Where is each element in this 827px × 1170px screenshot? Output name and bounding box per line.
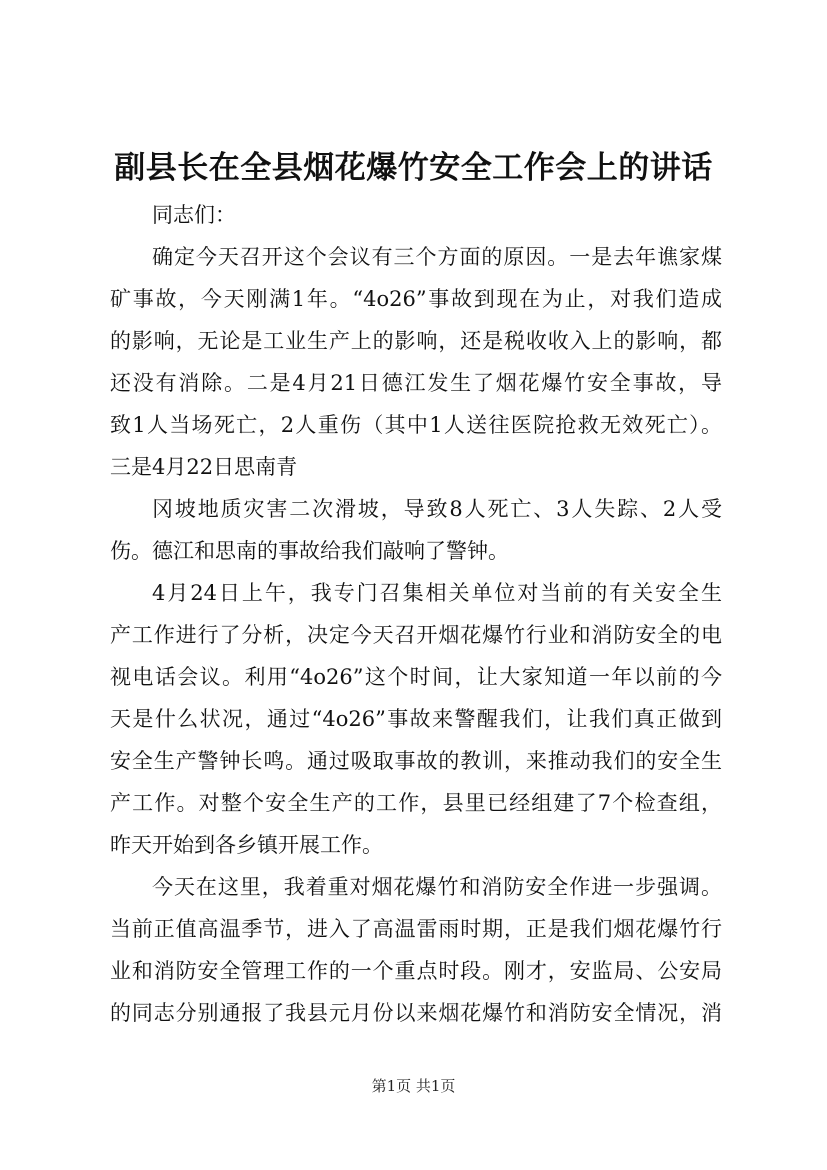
text-line: 的影响，无论是工业生产上的影响，还是税收收入上的影响，都 xyxy=(110,329,722,353)
text-line: 致1人当场死亡，2人重伤（其中1人送往医院抢救无效死亡）。 xyxy=(110,413,722,437)
text-line: 昨天开始到各乡镇开展工作。 xyxy=(110,833,383,857)
text-line: 产工作。对整个安全生产的工作，县里已经组建了7个检查组， xyxy=(110,791,722,815)
document-body xyxy=(110,194,722,1034)
text-line: 伤。德江和思南的事故给我们敲响了警钟。 xyxy=(110,539,509,563)
text-line: 今天在这里，我着重对烟花爆竹和消防安全作进一步强调。 xyxy=(152,875,722,899)
text-line: 业和消防安全管理工作的一个重点时段。刚才，安监局、公安局 xyxy=(110,959,722,983)
text-line: 矿事故，今天刚满1年。“4o26”事故到现在为止，对我们造成 xyxy=(110,287,722,311)
text-line: 4月24日上午，我专门召集相关单位对当前的有关安全生 xyxy=(152,581,722,605)
text-line: 三是4月22日思南青 xyxy=(110,455,298,479)
document-title: 副县长在全县烟花爆竹安全工作会上的讲话 xyxy=(114,150,713,186)
text-line: 安全生产警钟长鸣。通过吸取事故的教训，来推动我们的安全生 xyxy=(110,749,722,773)
text-line: 同志们： xyxy=(152,203,236,227)
text-line: 的同志分别通报了我县元月份以来烟花爆竹和消防安全情况，消 xyxy=(110,1001,722,1025)
page-number-footer: 第1页 共1页 xyxy=(371,1077,456,1095)
text-line: 还没有消除。二是4月21日德江发生了烟花爆竹安全事故，导 xyxy=(110,371,722,395)
text-line: 产工作进行了分析，决定今天召开烟花爆竹行业和消防安全的电 xyxy=(110,623,722,647)
text-line: 视电话会议。利用“4o26”这个时间，让大家知道一年以前的今 xyxy=(110,665,722,689)
text-line: 当前正值高温季节，进入了高温雷雨时期，正是我们烟花爆竹行 xyxy=(110,917,722,941)
text-line: 确定今天召开这个会议有三个方面的原因。一是去年谯家煤 xyxy=(152,245,722,269)
text-line: 冈坡地质灾害二次滑坡，导致8人死亡、3人失踪、2人受 xyxy=(152,497,722,521)
text-line: 天是什么状况，通过“4o26”事故来警醒我们，让我们真正做到 xyxy=(110,707,722,731)
